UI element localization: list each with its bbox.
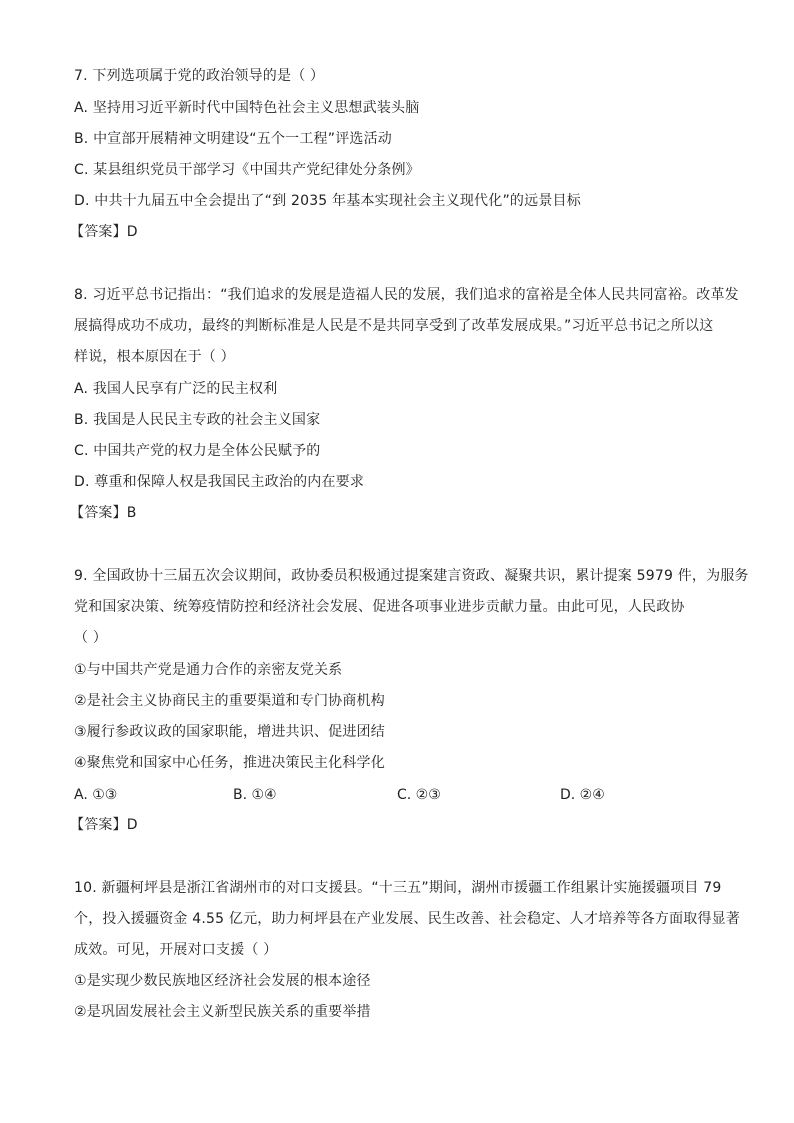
q8-option-c: C. 中国共产党的权力是全体公民赋予的 bbox=[74, 443, 321, 459]
q9-answer: 【答案】D bbox=[70, 817, 138, 833]
q9-statement-2: ②是社会主义协商民主的重要渠道和专门协商机构 bbox=[74, 693, 385, 709]
q8-option-d: D. 尊重和保障人权是我国民主政治的内在要求 bbox=[74, 474, 365, 490]
q9-option-c: C. ②③ bbox=[397, 787, 441, 803]
q10-statement-1: ①是实现少数民族地区经济社会发展的根本途径 bbox=[74, 973, 371, 989]
q8-option-b: B. 我国是人民民主专政的社会主义国家 bbox=[74, 412, 321, 428]
q9-statement-4: ④聚焦党和国家中心任务，推进决策民主化科学化 bbox=[74, 755, 385, 771]
q9-option-b: B. ①④ bbox=[233, 787, 277, 803]
q10-statement-2: ②是巩固发展社会主义新型民族关系的重要举措 bbox=[74, 1004, 371, 1020]
q7-option-b: B. 中宣部开展精神文明建设“五个一工程”评选活动 bbox=[74, 131, 393, 147]
q7-option-c: C. 某县组织党员干部学习《中国共产党纪律处分条例》 bbox=[74, 162, 420, 178]
q9-option-d: D. ②④ bbox=[560, 787, 605, 803]
q10-stem-line-2: 个，投入援疆资金 4.55 亿元，助力柯坪县在产业发展、民生改善、社会稳定、人才培养等各方面取得显著 bbox=[74, 911, 741, 927]
q7-stem: 7. 下列选项属于党的政治领导的是（ ） bbox=[74, 68, 325, 84]
q9-stem-line-3: （ ） bbox=[74, 630, 108, 646]
q9-statement-3: ③履行参政议政的国家职能，增进共识、促进团结 bbox=[74, 724, 385, 740]
q10-stem-line-1: 10. 新疆柯坪县是浙江省湖州市的对口支援县。“十三五”期间，湖州市援疆工作组累计实施援疆项目 79 bbox=[74, 880, 722, 896]
q8-option-a: A. 我国人民享有广泛的民主权利 bbox=[74, 381, 278, 397]
q8-stem-line-3: 样说，根本原因在于（ ） bbox=[74, 349, 235, 365]
q7-option-a: A. 坚持用习近平新时代中国特色社会主义思想武装头脑 bbox=[74, 100, 420, 116]
q9-option-a: A. ①③ bbox=[74, 787, 118, 803]
q8-stem-line-1: 8. 习近平总书记指出：“我们追求的发展是造福人民的发展，我们追求的富裕是全体人民共同富裕。改革发 bbox=[74, 287, 739, 303]
q8-stem-line-2: 展搞得成功不成功，最终的判断标准是人民是不是共同享受到了改革发展成果。”习近平总书记之所以这 bbox=[74, 318, 714, 334]
q7-option-d: D. 中共十九届五中全会提出了“到 2035 年基本实现社会主义现代化”的远景目标 bbox=[74, 193, 581, 209]
q8-answer: 【答案】B bbox=[70, 505, 137, 521]
q9-options bbox=[74, 785, 734, 805]
q9-stem-line-2: 党和国家决策、统筹疫情防控和经济社会发展、促进各项事业进步贡献力量。由此可见，人民政协 bbox=[74, 599, 685, 615]
q7-answer: 【答案】D bbox=[70, 224, 138, 240]
q9-stem-line-1: 9. 全国政协十三届五次会议期间，政协委员积极通过提案建言资政、凝聚共识，累计提案 5979 件，为服务 bbox=[74, 568, 749, 584]
q10-stem-line-3: 成效。可见，开展对口支援（ ） bbox=[74, 942, 278, 958]
q9-statement-1: ①与中国共产党是通力合作的亲密友党关系 bbox=[74, 662, 343, 678]
